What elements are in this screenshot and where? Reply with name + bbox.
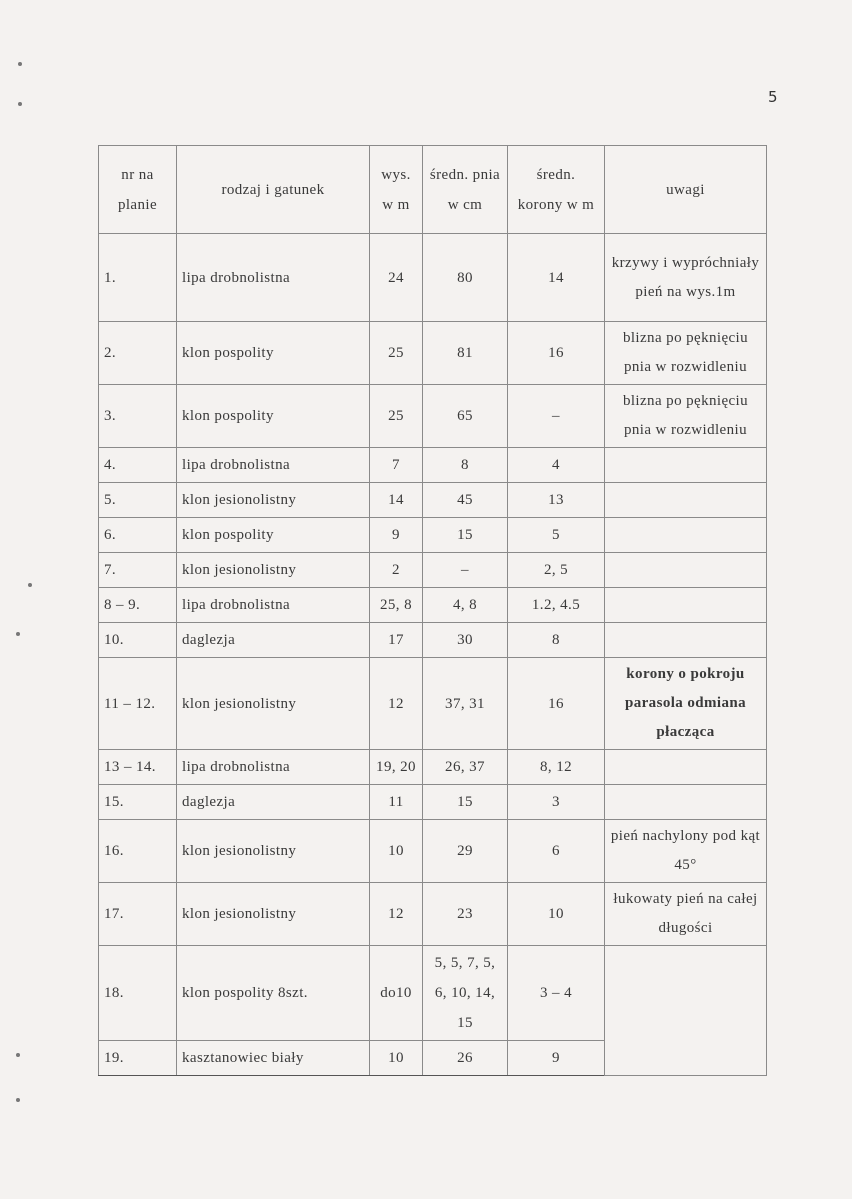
cell-height: 12 — [370, 883, 423, 946]
cell-height: 10 — [370, 1041, 423, 1076]
cell-nr: 15. — [99, 785, 177, 820]
scan-speck — [18, 62, 22, 66]
cell-notes — [605, 448, 767, 483]
cell-crown: 3 — [508, 785, 605, 820]
cell-trunk: 4, 8 — [423, 588, 508, 623]
table-row — [99, 946, 767, 1041]
cell-species: kasztanowiec biały — [177, 1041, 370, 1076]
cell-trunk: 26 — [423, 1041, 508, 1076]
cell-crown: 6 — [508, 820, 605, 883]
cell-trunk: – — [423, 553, 508, 588]
header-crown: średn. korony w m — [508, 146, 605, 234]
cell-crown: 2, 5 — [508, 553, 605, 588]
cell-species: klon jesionolistny — [177, 883, 370, 946]
cell-notes — [605, 518, 767, 553]
cell-trunk: 30 — [423, 623, 508, 658]
header-trunk: średn. pnia w cm — [423, 146, 508, 234]
cell-nr: 7. — [99, 553, 177, 588]
cell-crown: 8 — [508, 623, 605, 658]
cell-notes: łukowaty pień na całej długości — [605, 883, 767, 946]
cell-species: lipa drobnolistna — [177, 588, 370, 623]
page-number: 5 — [768, 88, 778, 106]
table-row — [99, 553, 767, 588]
cell-nr: 19. — [99, 1041, 177, 1076]
cell-nr: 13 – 14. — [99, 750, 177, 785]
cell-height: 2 — [370, 553, 423, 588]
cell-crown: 5 — [508, 518, 605, 553]
cell-nr: 6. — [99, 518, 177, 553]
cell-notes — [605, 623, 767, 658]
cell-notes — [605, 483, 767, 518]
cell-trunk: 5, 5, 7, 5, 6, 10, 14, 15 — [423, 946, 508, 1041]
scan-speck — [18, 102, 22, 106]
cell-nr: 16. — [99, 820, 177, 883]
cell-crown: – — [508, 385, 605, 448]
cell-height: 25, 8 — [370, 588, 423, 623]
cell-trunk: 45 — [423, 483, 508, 518]
cell-nr: 1. — [99, 234, 177, 322]
cell-trunk: 81 — [423, 322, 508, 385]
cell-crown: 1.2, 4.5 — [508, 588, 605, 623]
cell-species: klon jesionolistny — [177, 483, 370, 518]
cell-height: 14 — [370, 483, 423, 518]
cell-species: daglezja — [177, 785, 370, 820]
cell-nr: 2. — [99, 322, 177, 385]
table-row — [99, 658, 767, 750]
cell-crown: 16 — [508, 658, 605, 750]
cell-species: lipa drobnolistna — [177, 750, 370, 785]
cell-notes — [605, 946, 767, 1076]
cell-nr: 17. — [99, 883, 177, 946]
cell-crown: 8, 12 — [508, 750, 605, 785]
cell-nr: 3. — [99, 385, 177, 448]
cell-crown: 16 — [508, 322, 605, 385]
cell-height: 24 — [370, 234, 423, 322]
cell-species: klon pospolity — [177, 518, 370, 553]
table-row — [99, 483, 767, 518]
cell-species: lipa drobnolistna — [177, 234, 370, 322]
cell-species: klon pospolity — [177, 385, 370, 448]
cell-height: 25 — [370, 385, 423, 448]
table-row — [99, 322, 767, 385]
header-height: wys. w m — [370, 146, 423, 234]
table-row — [99, 883, 767, 946]
cell-notes: blizna po pęknięciu pnia w rozwidleniu — [605, 385, 767, 448]
table-row — [99, 448, 767, 483]
cell-trunk: 15 — [423, 518, 508, 553]
table-row — [99, 820, 767, 883]
scan-speck — [16, 1053, 20, 1057]
cell-crown: 14 — [508, 234, 605, 322]
cell-species: klon jesionolistny — [177, 820, 370, 883]
cell-nr: 11 – 12. — [99, 658, 177, 750]
cell-nr: 8 – 9. — [99, 588, 177, 623]
cell-notes: korony o pokroju parasola odmiana płacząca — [605, 658, 767, 750]
table-row — [99, 750, 767, 785]
cell-crown: 9 — [508, 1041, 605, 1076]
cell-trunk: 65 — [423, 385, 508, 448]
tree-inventory-table — [98, 145, 767, 1076]
cell-notes — [605, 785, 767, 820]
cell-nr: 18. — [99, 946, 177, 1041]
table-header-row — [99, 146, 767, 234]
cell-height: 7 — [370, 448, 423, 483]
cell-species: klon pospolity — [177, 322, 370, 385]
cell-nr: 4. — [99, 448, 177, 483]
cell-height: 19, 20 — [370, 750, 423, 785]
header-nr: nr na planie — [99, 146, 177, 234]
cell-crown: 13 — [508, 483, 605, 518]
scan-speck — [28, 583, 32, 587]
cell-notes — [605, 588, 767, 623]
cell-species: klon jesionolistny — [177, 553, 370, 588]
table-row — [99, 623, 767, 658]
cell-notes: blizna po pęknięciu pnia w rozwidleniu — [605, 322, 767, 385]
cell-notes — [605, 553, 767, 588]
scan-speck — [16, 1098, 20, 1102]
cell-height: 25 — [370, 322, 423, 385]
cell-trunk: 8 — [423, 448, 508, 483]
cell-height: do10 — [370, 946, 423, 1041]
cell-nr: 10. — [99, 623, 177, 658]
cell-crown: 4 — [508, 448, 605, 483]
cell-height: 12 — [370, 658, 423, 750]
table-row — [99, 588, 767, 623]
cell-notes: pień nachylony pod kąt 45° — [605, 820, 767, 883]
cell-trunk: 29 — [423, 820, 508, 883]
cell-species: klon jesionolistny — [177, 658, 370, 750]
header-species: rodzaj i gatunek — [177, 146, 370, 234]
header-notes: uwagi — [605, 146, 767, 234]
cell-trunk: 15 — [423, 785, 508, 820]
table-row — [99, 518, 767, 553]
table-row — [99, 234, 767, 322]
cell-notes — [605, 750, 767, 785]
cell-height: 17 — [370, 623, 423, 658]
cell-trunk: 80 — [423, 234, 508, 322]
cell-height: 9 — [370, 518, 423, 553]
cell-crown: 10 — [508, 883, 605, 946]
cell-height: 10 — [370, 820, 423, 883]
cell-trunk: 23 — [423, 883, 508, 946]
table-row — [99, 385, 767, 448]
cell-notes: krzywy i wypróchniały pień na wys.1m — [605, 234, 767, 322]
cell-species: daglezja — [177, 623, 370, 658]
cell-species: lipa drobnolistna — [177, 448, 370, 483]
cell-trunk: 37, 31 — [423, 658, 508, 750]
cell-nr: 5. — [99, 483, 177, 518]
cell-crown: 3 – 4 — [508, 946, 605, 1041]
cell-trunk: 26, 37 — [423, 750, 508, 785]
table-row — [99, 785, 767, 820]
cell-height: 11 — [370, 785, 423, 820]
cell-species: klon pospolity 8szt. — [177, 946, 370, 1041]
scan-speck — [16, 632, 20, 636]
